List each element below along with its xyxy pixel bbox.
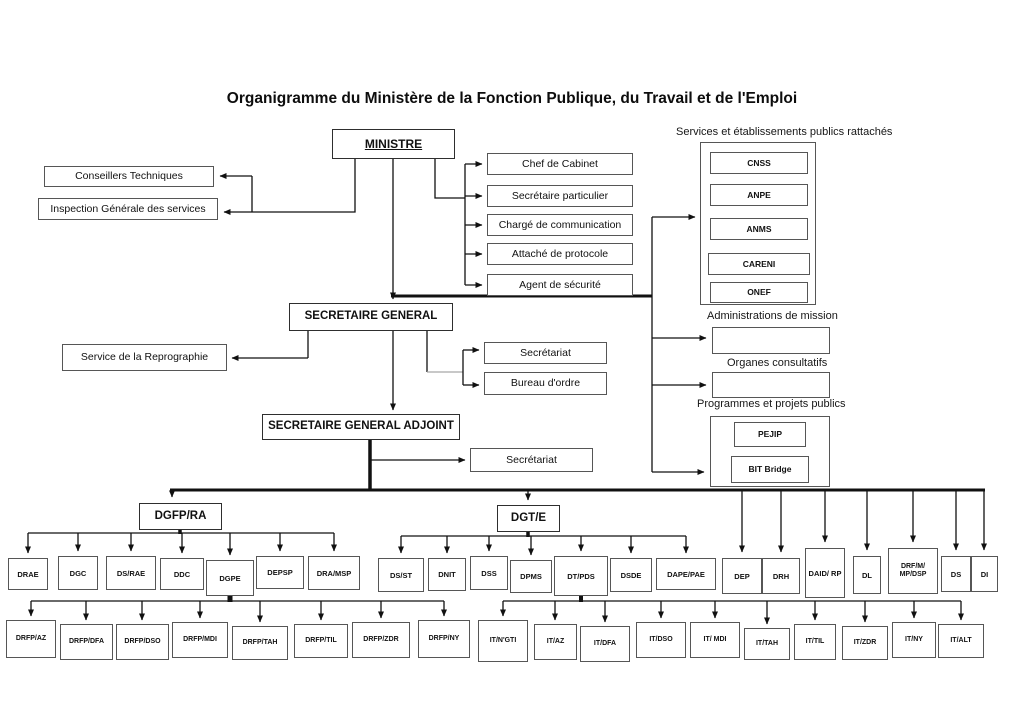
node-secretaire-particulier: Secrétaire particulier [487, 185, 633, 207]
label-services-rattaches: Services et établissements publics rattachés [676, 126, 893, 138]
node-dgfp-ra: DGFP/RA [139, 503, 222, 530]
node-depsp: DEPSP [256, 556, 304, 589]
node-chef-de-cabinet: Chef de Cabinet [487, 153, 633, 175]
node-drf-m-mp-dsp: DRF/M/ MP/DSP [888, 548, 938, 594]
node-inspection-generale: Inspection Générale des services [38, 198, 218, 220]
node-drfp-dfa: DRFP/DFA [60, 624, 113, 660]
node-it-til: IT/TIL [794, 624, 836, 660]
node-it-alt: IT/ALT [938, 624, 984, 658]
node-cnss: CNSS [710, 152, 808, 174]
node-pejip: PEJIP [734, 422, 806, 447]
node-service-reprographie: Service de la Reprographie [62, 344, 227, 371]
node-drfp-dso: DRFP/DSO [116, 624, 169, 660]
node-it-zdr: IT/ZDR [842, 626, 888, 660]
node-dsde: DSDE [610, 558, 652, 592]
node-drfp-zdr: DRFP/ZDR [352, 622, 410, 658]
node-drfp-mdi: DRFP/MDI [172, 622, 228, 658]
node-it-ny: IT/NY [892, 622, 936, 658]
node-sga-secretariat: Secrétariat [470, 448, 593, 472]
node-dep: DEP [722, 558, 762, 594]
node-ddc: DDC [160, 558, 204, 590]
node-dape-pae: DAPE/PAE [656, 558, 716, 590]
chart-title: Organigramme du Ministère de la Fonction Publique, du Travail et de l'Emploi [226, 90, 798, 107]
node-drfp-az: DRFP/AZ [6, 620, 56, 658]
node-drfp-ny: DRFP/NY [418, 620, 470, 658]
node-dpms: DPMS [510, 560, 552, 593]
node-anpe: ANPE [710, 184, 808, 206]
node-it-az: IT/AZ [534, 624, 577, 660]
node-bit-bridge: BIT Bridge [731, 456, 809, 483]
node-it-dfa: IT/DFA [580, 626, 630, 662]
node-onef: ONEF [710, 282, 808, 303]
node-charge-communication: Chargé de communication [487, 214, 633, 236]
node-dgc: DGC [58, 556, 98, 590]
administrations-mission-box [712, 327, 830, 354]
label-organes-consultatifs: Organes consultatifs [727, 357, 828, 369]
node-ministre: MINISTRE [332, 129, 455, 159]
node-it-mdi: IT/ MDI [690, 622, 740, 658]
label-administrations-mission: Administrations de mission [707, 310, 838, 322]
node-conseillers-techniques: Conseillers Techniques [44, 166, 214, 187]
node-dss: DSS [470, 556, 508, 590]
node-secretaire-general: SECRETAIRE GENERAL [289, 303, 453, 331]
node-bureau-ordre: Bureau d'ordre [484, 372, 607, 395]
organes-consultatifs-box [712, 372, 830, 398]
node-dgpe: DGPE [206, 560, 254, 596]
node-drae: DRAE [8, 558, 48, 590]
node-sg-secretariat: Secrétariat [484, 342, 607, 364]
node-di: DI [971, 556, 998, 592]
node-careni: CARENI [708, 253, 810, 275]
node-it-dso: IT/DSO [636, 622, 686, 658]
node-dnit: DNIT [428, 558, 466, 591]
node-dgt-e: DGT/E [497, 505, 560, 532]
node-drh: DRH [762, 558, 800, 594]
node-dl: DL [853, 556, 881, 594]
node-it-ngti: IT/N'GTI [478, 620, 528, 662]
node-drfp-tah: DRFP/TAH [232, 626, 288, 660]
node-anms: ANMS [710, 218, 808, 240]
label-programmes-projets: Programmes et projets publics [697, 398, 846, 410]
node-drfp-til: DRFP/TIL [294, 624, 348, 658]
node-it-tah: IT/TAH [744, 628, 790, 660]
node-dra-msp: DRA/MSP [308, 556, 360, 590]
node-attache-protocole: Attaché de protocole [487, 243, 633, 265]
node-dt-pds: DT/PDS [554, 556, 608, 596]
node-daid-rp: DAID/ RP [805, 548, 845, 598]
node-ds-st: DS/ST [378, 558, 424, 592]
node-agent-securite: Agent de sécurité [487, 274, 633, 296]
node-secretaire-general-adjoint: SECRETAIRE GENERAL ADJOINT [262, 414, 460, 440]
node-ds: DS [941, 556, 971, 592]
node-ds-rae: DS/RAE [106, 556, 156, 590]
